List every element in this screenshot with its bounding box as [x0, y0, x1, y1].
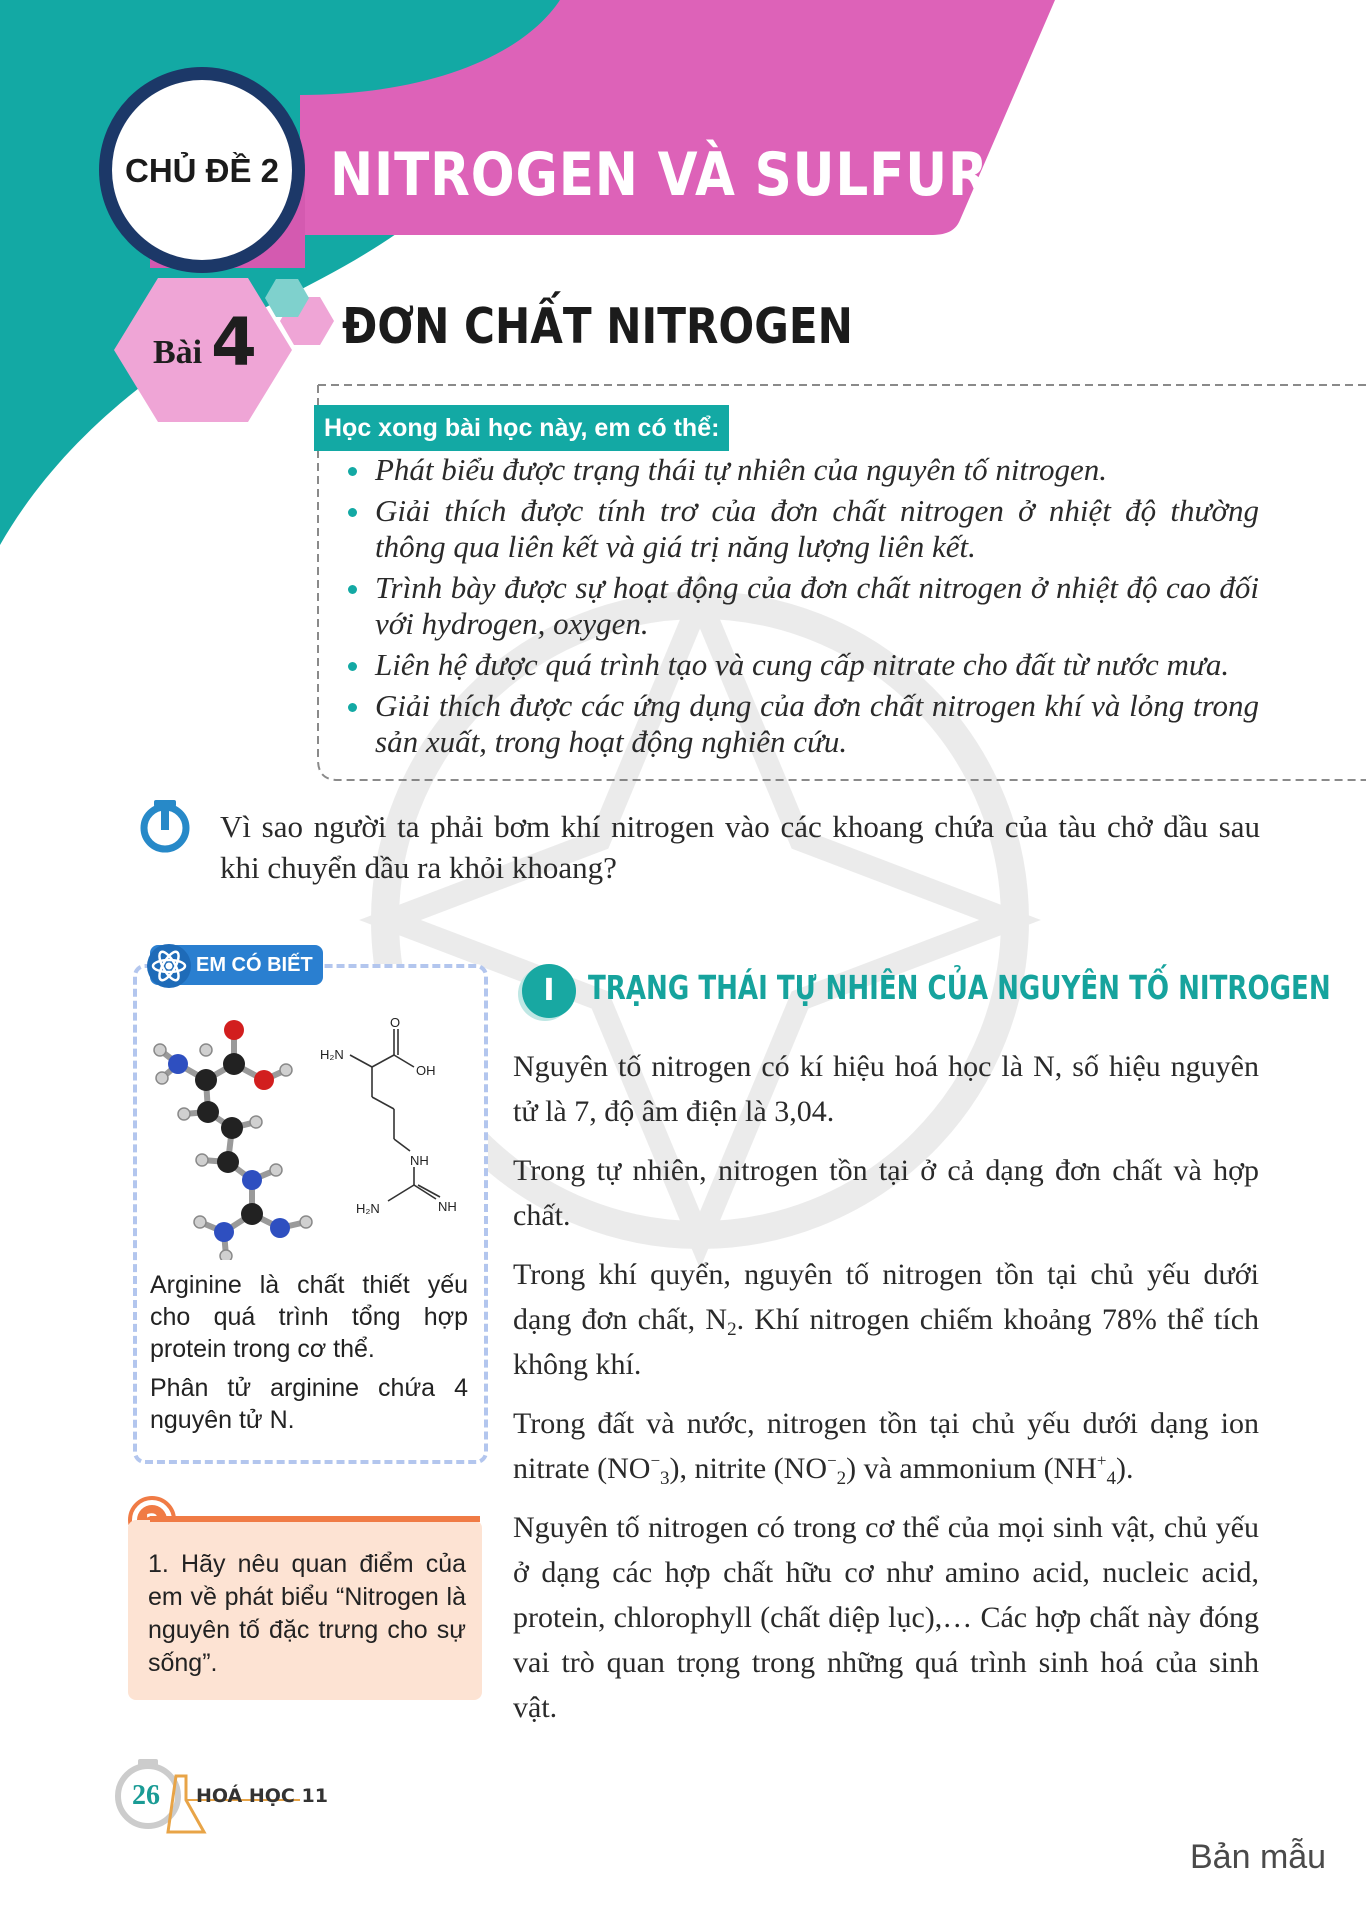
intro-question: Vì sao người ta phải bơm khí nitrogen vào các khoang chứa của tàu chở dầu sau khi chuyển dầu ra khỏi khoang?	[220, 809, 1260, 885]
start-question-icon	[144, 800, 186, 849]
lesson-number: 4	[211, 304, 257, 381]
body-paragraph: Nguyên tố nitrogen có trong cơ thể của mọi sinh vật, chủ yếu ở dạng các hợp chất hữu cơ như amino acid, nucleic acid, protein, chlorophyll (chất diệp lục),… Các hợp chất này đóng vai trò quan trọng trong những quá trình sinh hoá của sinh vật.	[513, 1511, 1259, 1724]
section-title: TRẠNG THÁI TỰ NHIÊN CỦA NGUYÊN TỐ NITROGEN	[588, 968, 1331, 1007]
arginine-structural-formula	[310, 1015, 475, 1230]
formula-label-o: O	[390, 1015, 401, 1030]
formula-label-h2n: H₂N	[320, 1047, 344, 1062]
page-number: 26	[132, 1780, 160, 1811]
formula-label-h2n-bottom: H₂N	[356, 1201, 380, 1216]
did-you-know-paragraph: Phân tử arginine chứa 4 nguyên tử N.	[150, 1374, 468, 1434]
objectives-label: Học xong bài học này, em có thể:	[314, 405, 729, 451]
formula-label-nh-double: NH	[438, 1199, 457, 1214]
objective-item: Phát biểu được trạng thái tự nhiên của nguyên tố nitrogen.	[345, 452, 1259, 488]
objective-item: Giải thích được các ứng dụng của đơn chất nitrogen khí và lỏng trong sản xuất, trong hoạt động nghiên cứu.	[345, 688, 1259, 760]
did-you-know-badge: EM CÓ BIẾT	[150, 945, 323, 985]
body-paragraph: Trong khí quyển, nguyên tố nitrogen tồn tại chủ yếu dưới dạng đơn chất, $N_2$. Khí nitrogen chiếm khoảng 78% thể tích không khí.	[513, 1258, 1260, 1381]
book-name: HOÁ HỌC 11	[196, 1785, 328, 1807]
topic-title: NITROGEN VÀ SULFUR	[330, 140, 989, 210]
formula-label-oh: OH	[416, 1063, 436, 1078]
atom-icon	[146, 943, 192, 989]
objective-item: Giải thích được tính trơ của đơn chất nitrogen ở nhiệt độ thường thông qua liên kết và giá trị năng lượng liên kết.	[345, 493, 1259, 565]
sample-label: Bản mẫu	[1190, 1838, 1327, 1876]
body-paragraph: Trong tự nhiên, nitrogen tồn tại ở cả dạng đơn chất và hợp chất.	[513, 1154, 1259, 1232]
objective-item: Trình bày được sự hoạt động của đơn chất nitrogen ở nhiệt độ cao đối với hydrogen, oxygen.	[345, 570, 1259, 642]
lesson-title: ĐƠN CHẤT NITROGEN	[342, 298, 853, 355]
objectives-list	[345, 452, 1259, 765]
topic-badge: CHỦ ĐỀ 2	[124, 152, 280, 189]
question-text: 1. Hãy nêu quan điểm của em về phát biểu “Nitrogen là nguyên tố đặc trưng cho sự sống”.	[148, 1550, 466, 1677]
did-you-know-text	[150, 1269, 468, 1443]
question-box-accent	[150, 1516, 480, 1522]
did-you-know-paragraph: Arginine là chất thiết yếu cho quá trình tổng hợp protein trong cơ thể.	[150, 1271, 468, 1363]
body-paragraph: Nguyên tố nitrogen có kí hiệu hoá học là N, số hiệu nguyên tử là 7, độ âm điện là 3,04.	[513, 1050, 1259, 1128]
objective-item: Liên hệ được quá trình tạo và cung cấp nitrate cho đất từ nước mưa.	[345, 647, 1259, 683]
formula-label-nh: NH	[410, 1153, 429, 1168]
body-text	[513, 1044, 1259, 1744]
body-paragraph: Trong đất và nước, nitrogen tồn tại chủ yếu dưới dạng ion nitrate $(NO^-_3)$, nitrite $(NO^-_2)$ và ammonium $(NH^+_4)$.	[513, 1407, 1259, 1489]
lesson-word: Bài	[153, 334, 203, 371]
section-number: I	[522, 964, 576, 1018]
